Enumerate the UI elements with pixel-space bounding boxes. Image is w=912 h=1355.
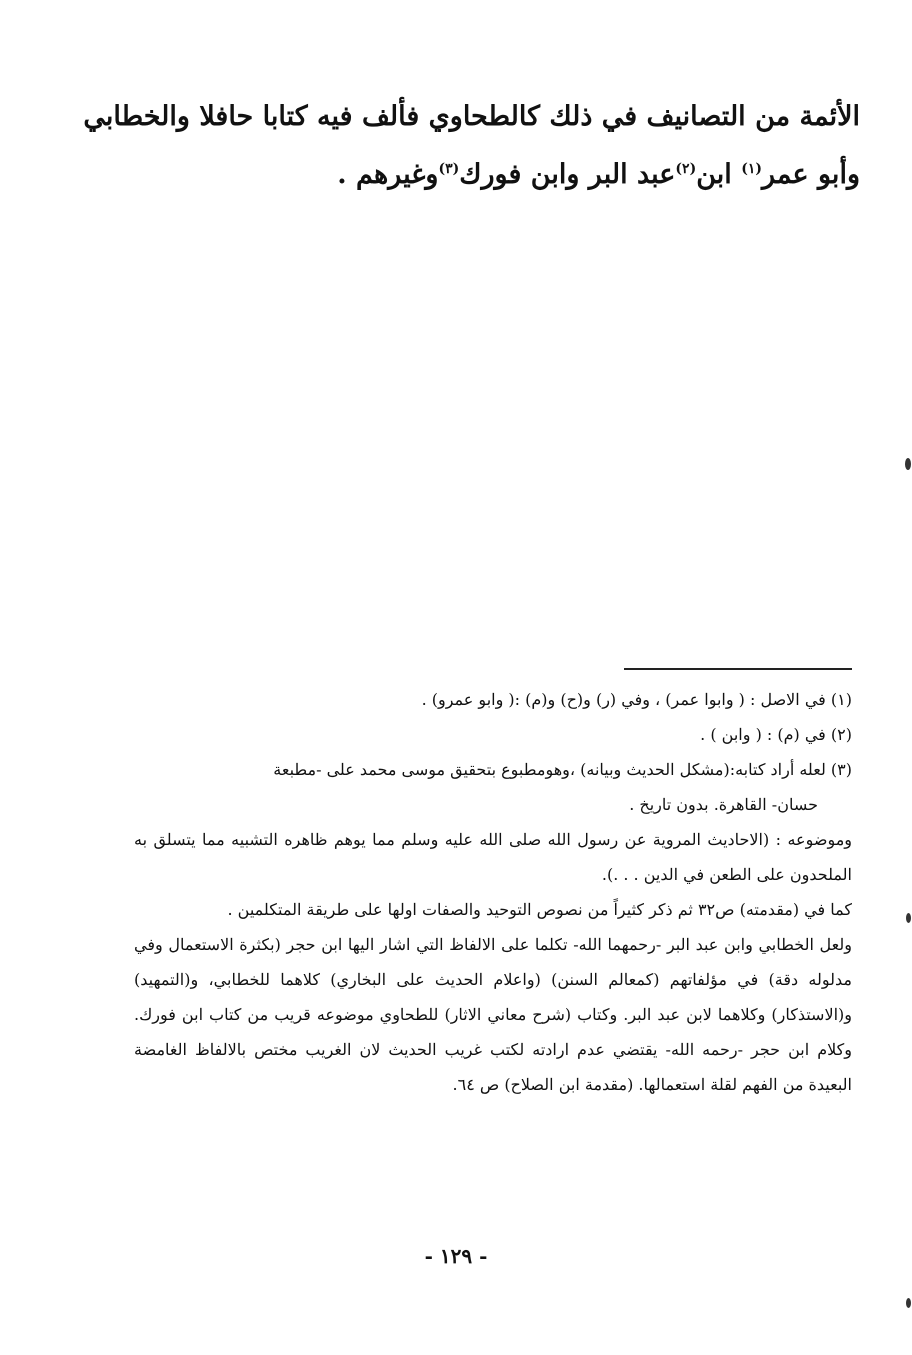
- name-abu-umar: وأبو عمر: [761, 159, 860, 190]
- footnote-ref-3: (٣): [438, 161, 460, 177]
- word-ibn: ابن: [696, 159, 742, 190]
- page-number: - ١٢٩ -: [424, 1244, 488, 1268]
- footnote-3-line-1: (٣) لعله أراد كتابه:(مشكل الحديث وبيانه) ،وهومطبوع بتحقيق موسى محمد على -مطبعة: [273, 760, 852, 779]
- footnote-ref-1: (١): [741, 161, 762, 177]
- footnote-3-discussion: ولعل الخطابي وابن عبد البر -رحمهما الله- تكلما على الالفاظ التي اشار اليها ابن حجر (بكثرة الاستعمال وفي مدلوله دقة) في مؤلفاتهم (كمعالم السنن) (واعلام الحديث على البخاري) كلاهما للخطابي، و(التمهيد) و(الاستذكار) وكلاهما لابن عبد البر. وكتاب (شرح معاني الاثار) للطحاوي موضوعه قريب من كتاب ابن فورك. وكلام ابن حجر -رحمه الله- يقتضي عدم ارادته لكتب غريب الحديث لان الغريب مختص بالالفاظ الغامضة البعيدة من الفهم لقلة استعمالها. (مقدمة ابن الصلاح) ص ٦٤.: [134, 935, 853, 1094]
- footnote-2: (٢) في (م) : ( وابن ) .: [700, 725, 852, 744]
- footnote-1: (١) في الاصل : ( وابوا عمر) ، وفي (ر) و(ح) و(م) :( وابو عمرو) .: [421, 690, 852, 709]
- footnotes: [134, 682, 852, 1102]
- main-text: [83, 88, 860, 204]
- name-abd-al-barr: عبد البر وابن فورك: [459, 159, 676, 190]
- footnote-3-subject: وموضوعه : (الاحاديث المروية عن رسول الله صلى الله عليه وسلم مما يوهم ظاهره التشبيه مما يتسلق به الملحدون على الطعن في الدين . . .).: [134, 830, 853, 884]
- main-line-2: [120, 146, 860, 204]
- footnote-ref-2: (٢): [675, 161, 697, 177]
- footnote-3-intro: كما في (مقدمته) ص٣٢ ثم ذكر كثيراً من نصوص التوحيد والصفات اولها على طريقة المتكلمين .: [227, 900, 852, 919]
- footnote-3-line-2: حسان- القاهرة. بدون تاريخ .: [629, 795, 818, 814]
- scan-mark-1: [905, 458, 911, 470]
- scan-mark-3: [906, 1298, 911, 1308]
- footnote-separator: [624, 668, 852, 670]
- word-others: وغيرهم .: [337, 159, 439, 190]
- main-line-1: الأئمة من التصانيف في ذلك كالطحاوي فألف فيه كتابا حافلا والخطابي: [83, 101, 860, 132]
- scan-mark-2: [906, 913, 911, 923]
